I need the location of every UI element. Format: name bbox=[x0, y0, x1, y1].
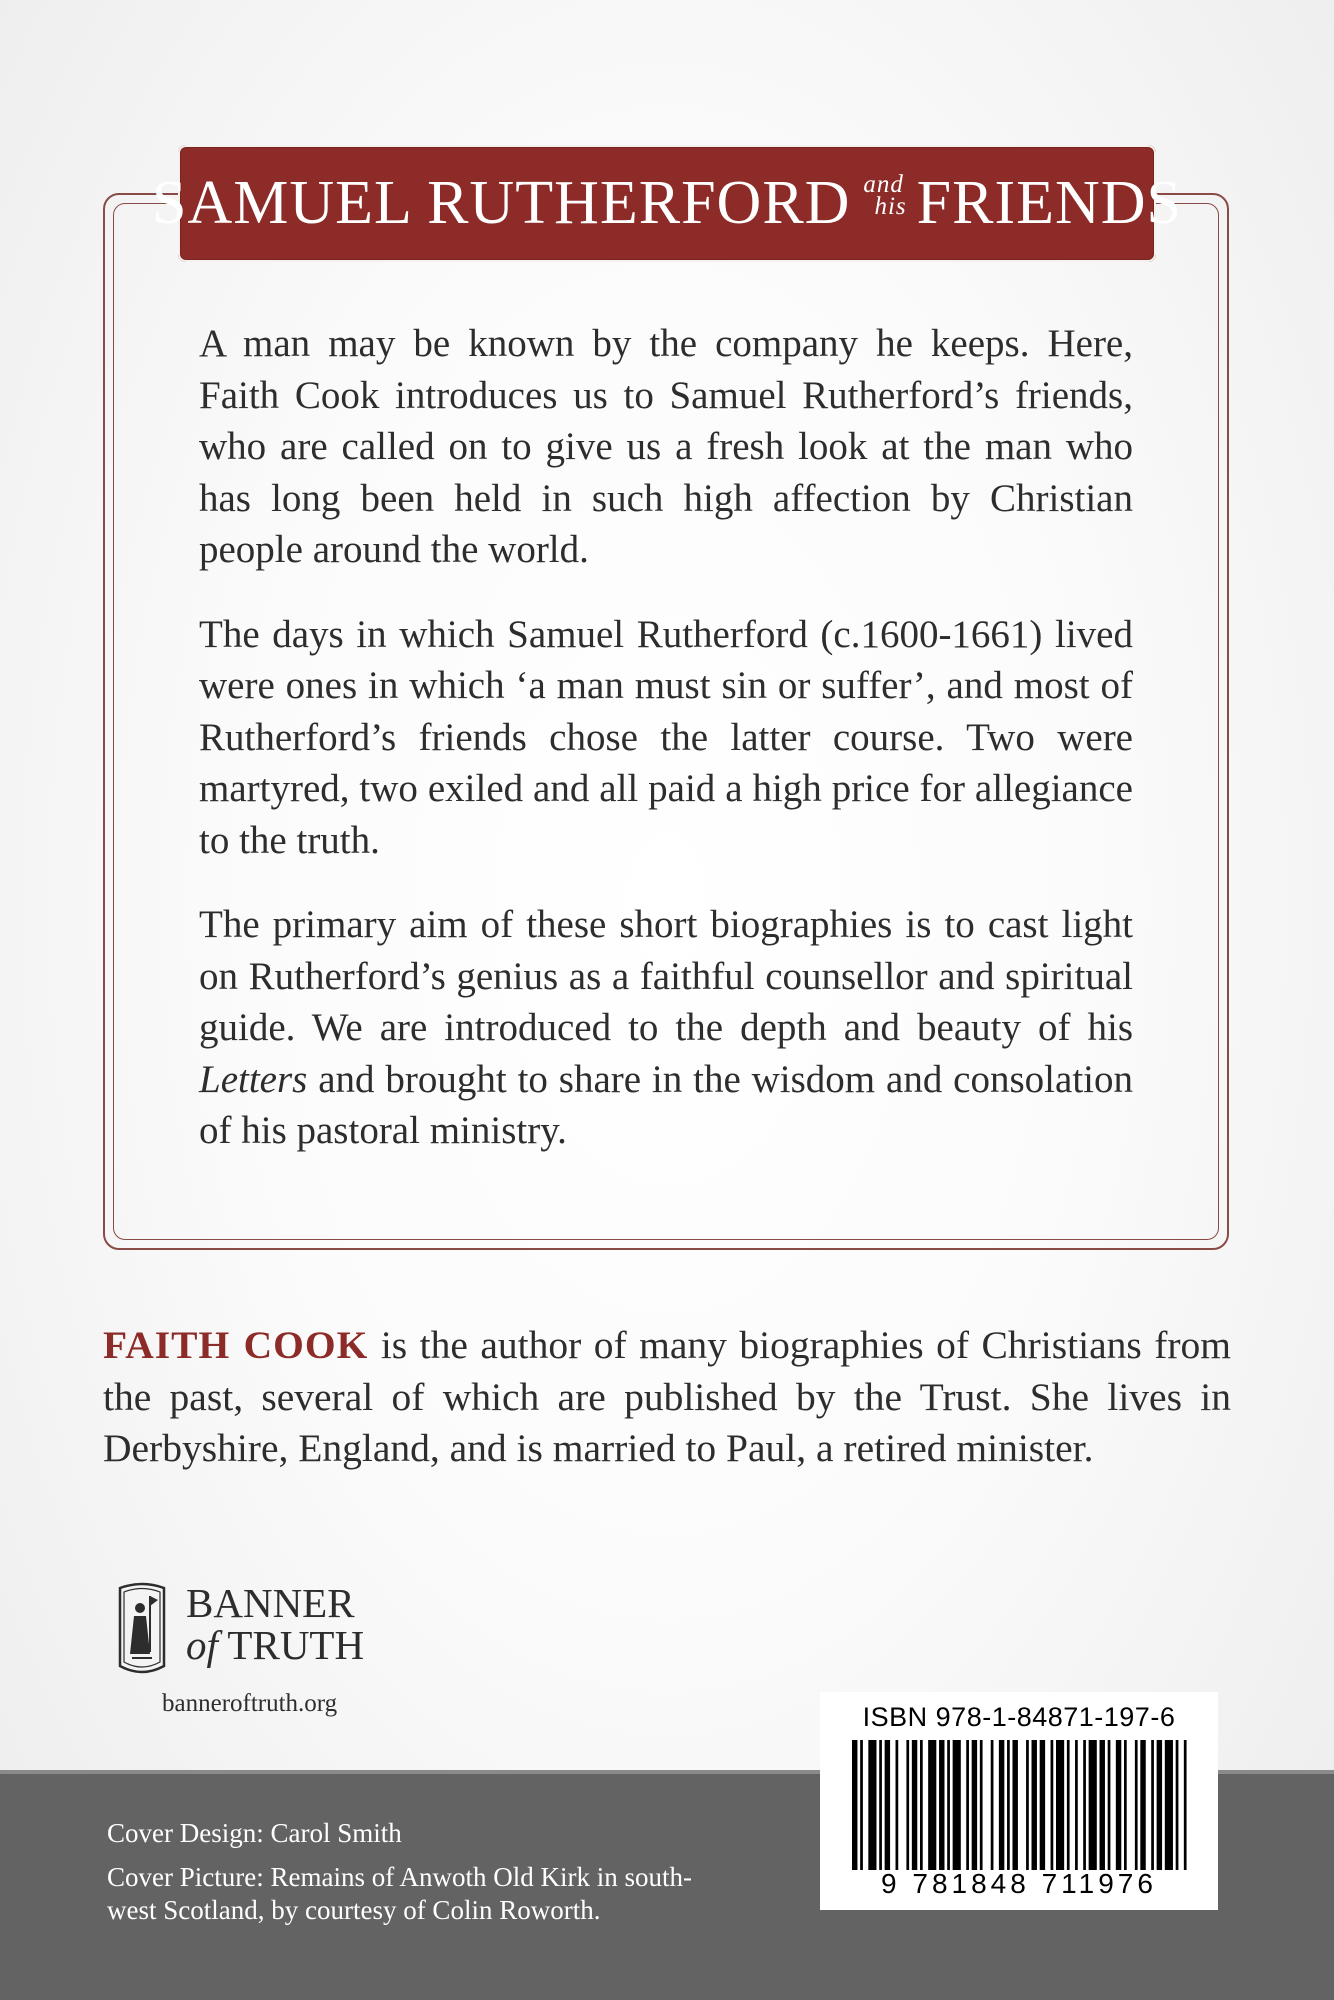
barcode-bar bbox=[1089, 1740, 1097, 1870]
author-text: is the author of many biographies of Christians from the past, several of which are published by the Trust. She lives in Derbyshire, England, and is married to Paul, a retired minister. bbox=[103, 1323, 1231, 1470]
cover-picture-credit: Cover Picture: Remains of Anwoth Old Kirk in south-west Scotland, by courtesy of Colin Roworth. bbox=[107, 1862, 692, 1925]
blurb bbox=[199, 318, 1133, 1190]
barcode-bar bbox=[999, 1740, 1004, 1870]
blurb-p3-end: and brought to share in the wisdom and consolation of his pastoral ministry. bbox=[199, 1057, 1133, 1152]
barcode-bar bbox=[1135, 1740, 1138, 1870]
barcode-bar bbox=[1108, 1740, 1111, 1870]
barcode-bar bbox=[1067, 1740, 1070, 1870]
barcode-bar bbox=[953, 1740, 961, 1870]
barcode-bar bbox=[1051, 1740, 1054, 1870]
barcode-bar bbox=[1040, 1740, 1045, 1870]
cover-design-credit: Cover Design: Carol Smith bbox=[107, 1818, 402, 1848]
isbn-box bbox=[820, 1692, 1218, 1910]
author-bio bbox=[103, 1320, 1231, 1475]
title-connector-bottom: his bbox=[874, 192, 907, 220]
barcode-bar bbox=[1056, 1740, 1064, 1870]
author-paragraph bbox=[103, 1320, 1231, 1475]
title-connector bbox=[860, 170, 907, 220]
publisher-line-2 bbox=[186, 1624, 364, 1666]
barcode-bar bbox=[947, 1740, 950, 1870]
publisher-line-1: BANNER bbox=[186, 1580, 355, 1626]
blurb-paragraph-1: A man may be known by the company he keeps. Here, Faith Cook introduces us to Samuel Rutherford’s friends, who are called on to give us a fresh look at the man who has long been held in such high affection by Christian people around the world. bbox=[199, 322, 1133, 571]
barcode-bar bbox=[1012, 1740, 1017, 1870]
barcode-bar bbox=[860, 1740, 863, 1870]
barcode-bar bbox=[852, 1740, 857, 1870]
barcode-bar bbox=[868, 1740, 876, 1870]
barcode-bar bbox=[1151, 1740, 1154, 1870]
barcode-bar bbox=[1165, 1740, 1173, 1870]
book-title bbox=[151, 145, 1183, 262]
barcode-bar bbox=[906, 1740, 909, 1870]
barcode-bar bbox=[879, 1740, 882, 1870]
barcode-bar bbox=[896, 1740, 899, 1870]
barcode-bar bbox=[939, 1740, 944, 1870]
barcode-bar bbox=[1116, 1740, 1121, 1870]
isbn-label: ISBN 978-1-84871-197-6 bbox=[862, 1702, 1176, 1732]
barcode-bar bbox=[912, 1740, 917, 1870]
title-banner bbox=[151, 145, 1183, 262]
title-right: FRIENDS bbox=[916, 169, 1183, 237]
barcode-digits: 9 781848 711976 bbox=[881, 1868, 1157, 1899]
barcode-bar bbox=[1007, 1740, 1010, 1870]
barcode-bar bbox=[1032, 1740, 1037, 1870]
blurb-p3-start: The primary aim of these short biographies is to cast light on Rutherford’s genius as a faithful counsellor and spiritual guide. We are introduced to the depth and beauty of his bbox=[199, 903, 1133, 1049]
barcode-bar bbox=[885, 1740, 890, 1870]
title-left: SAMUEL RUTHERFORD bbox=[151, 169, 851, 237]
publisher-wordmark bbox=[186, 1582, 364, 1666]
publisher-url: banneroftruth.org bbox=[162, 1690, 338, 1717]
barcode-bar bbox=[980, 1740, 983, 1870]
barcode-bar bbox=[966, 1740, 969, 1870]
publisher-of: of bbox=[186, 1622, 218, 1668]
cover-credits bbox=[107, 1817, 727, 1938]
author-name: FAITH COOK bbox=[103, 1323, 369, 1367]
barcode-bar bbox=[1083, 1740, 1086, 1870]
blurb-paragraph-3 bbox=[199, 899, 1133, 1157]
barcode-bar bbox=[972, 1740, 977, 1870]
barcode bbox=[852, 1740, 1192, 1870]
barcode-bar bbox=[1140, 1740, 1145, 1870]
barcode-bar bbox=[1176, 1740, 1179, 1870]
blurb-paragraph-2: The days in which Samuel Rutherford (c.1600-1661) lived were ones in which ‘a man must sin or suffer’, and most of Rutherford’s friends chose the latter course. Two were martyred, two exiled and all paid a high price for allegiance to the truth. bbox=[199, 612, 1133, 862]
barcode-bar bbox=[991, 1740, 994, 1870]
letters-title: Letters bbox=[199, 1057, 308, 1101]
banner-of-truth-logo-icon bbox=[110, 1582, 174, 1682]
barcode-bar bbox=[920, 1740, 923, 1870]
barcode-bar bbox=[928, 1740, 936, 1870]
title-connector-top: and bbox=[863, 170, 904, 198]
barcode-bar bbox=[1026, 1740, 1029, 1870]
barcode-bar bbox=[1124, 1740, 1127, 1870]
barcode-bar bbox=[1184, 1740, 1187, 1870]
barcode-bar bbox=[1100, 1740, 1105, 1870]
publisher-truth: TRUTH bbox=[227, 1622, 365, 1668]
barcode-bar bbox=[1157, 1740, 1162, 1870]
barcode-bar bbox=[1075, 1740, 1078, 1870]
